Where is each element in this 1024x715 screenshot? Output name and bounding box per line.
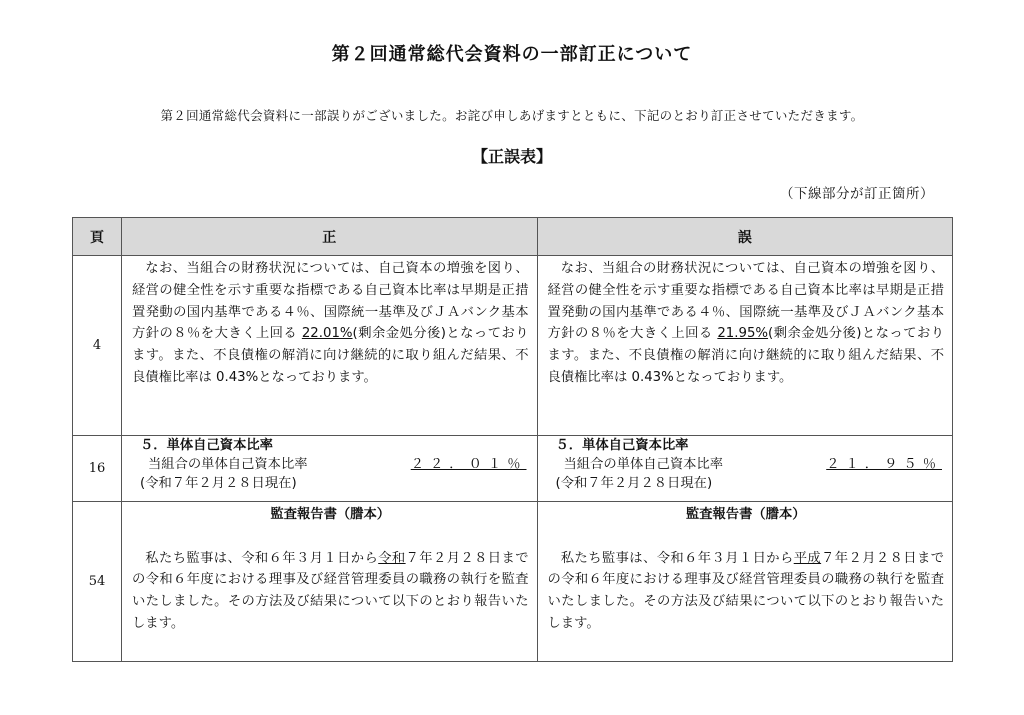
- correct-paragraph: [132, 258, 529, 389]
- audit-paragraph: [548, 548, 945, 635]
- text-before: 私たち監事は、令和６年３月１日から: [560, 550, 794, 566]
- errata-table: [72, 217, 953, 662]
- audit-report-title: 監査報告書（謄本）: [270, 507, 391, 522]
- as-of-date: (令和７年２月２８日現在): [555, 476, 713, 491]
- header-correct: 正: [122, 218, 538, 256]
- audit-report-title: 監査報告書（謄本）: [685, 507, 806, 522]
- ratio-label: 当組合の単体自己資本比率: [148, 457, 308, 472]
- correct-cell: [122, 436, 538, 502]
- text-after: (剰余金処分後)となっております。また、不良債権の解消に向け継続的に取り組んだ結果、不良債権比率は 0.43%となっております。: [132, 326, 529, 385]
- intro-text: 第２回通常総代会資料に一部誤りがございました。お詫び申しあげますとともに、下記のとおり訂正させていただきます。: [160, 108, 864, 123]
- erroneous-ratio-value: ２１．９５％: [826, 457, 942, 472]
- errata-heading: 【正誤表】: [471, 147, 552, 166]
- wrong-cell: [537, 502, 953, 662]
- audit-paragraph: [132, 548, 529, 635]
- page-number: 16: [73, 436, 122, 502]
- ratio-line: [548, 455, 945, 474]
- section-heading: ５．単体自己資本比率: [140, 438, 273, 453]
- erroneous-value: 21.95%: [717, 326, 769, 342]
- section-heading: ５．単体自己資本比率: [555, 438, 689, 453]
- correct-cell: [122, 256, 538, 436]
- text-after: ７年２月２８日までの令和６年度における理事及び経営管理委員の職務の執行を監査いたしました。その方法及び結果について以下のとおり報告いたします。: [132, 550, 529, 631]
- correction-note: （下線部分が訂正箇所）: [780, 186, 934, 202]
- ratio-line: [132, 455, 529, 474]
- correct-cell: [122, 502, 538, 662]
- erroneous-era: 平成: [793, 550, 822, 566]
- document-title: 第２回通常総代会資料の一部訂正について: [331, 44, 693, 65]
- corrected-value: 22.01%: [301, 326, 353, 342]
- header-page: 頁: [73, 218, 122, 256]
- page-number: 4: [73, 256, 122, 436]
- page-number: 54: [73, 502, 122, 662]
- spacer: [548, 526, 945, 548]
- wrong-paragraph: [548, 258, 945, 389]
- table-row: [73, 256, 953, 436]
- table-row: [73, 502, 953, 662]
- text-before: なお、当組合の財務状況については、自己資本の増強を図り、経営の健全性を示す重要な指標である自己資本比率は早期是正措置発動の国内基準である４％、国際統一基準及びＪＡバンク基本方針の８％を大きく上回る: [132, 261, 529, 342]
- wrong-cell: [537, 256, 953, 436]
- header-wrong: 誤: [537, 218, 953, 256]
- corrected-ratio-value: ２２．０１％: [410, 457, 527, 472]
- wrong-cell: [537, 436, 953, 502]
- table-row: [73, 436, 953, 502]
- text-before: 私たち監事は、令和６年３月１日から: [145, 550, 379, 566]
- text-after: (剰余金処分後)となっております。また、不良債権の解消に向け継続的に取り組んだ結果、不良債権比率は 0.43%となっております。: [547, 326, 945, 385]
- corrected-era: 令和: [378, 550, 406, 566]
- text-before: なお、当組合の財務状況については、自己資本の増強を図り、経営の健全性を示す重要な指標である自己資本比率は早期是正措置発動の国内基準である４％、国際統一基準及びＪＡバンク基本方針の８％を大きく上回る: [547, 261, 944, 342]
- table-header-row: [73, 218, 953, 256]
- ratio-label: 当組合の単体自己資本比率: [563, 457, 724, 472]
- spacer: [132, 526, 529, 548]
- text-after: ７年２月２８日までの令和６年度における理事及び経営管理委員の職務の執行を監査いたしました。その方法及び結果について以下のとおり報告いたします。: [547, 550, 945, 631]
- as-of-date: (令和７年２月２８日現在): [140, 476, 297, 491]
